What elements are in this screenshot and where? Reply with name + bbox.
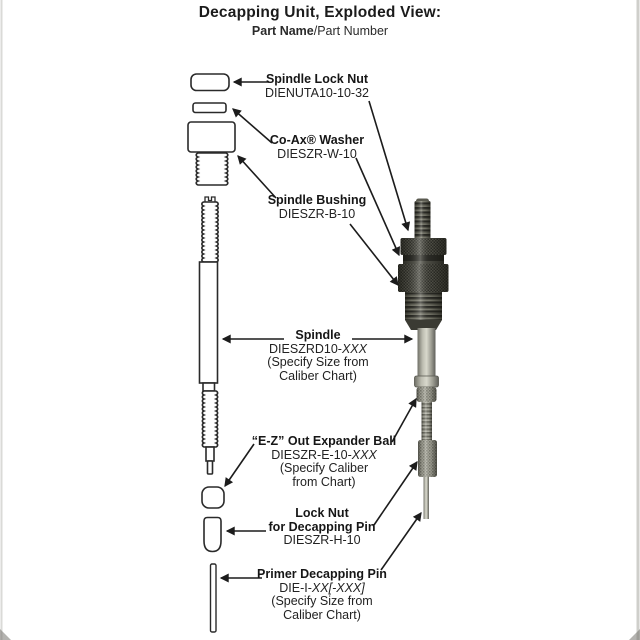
part-name: Primer Decapping Pin [257,567,387,581]
spindle-upper-threads-drawing [202,202,218,262]
part-name: Spindle [295,328,341,342]
photo-expander-ball-shade [417,387,437,402]
photo-stud-shade [415,201,431,239]
spindle-lock-nut-drawing [191,74,229,91]
line-drawings [188,74,235,632]
corner-mark-right [629,629,640,640]
photo-lock-nut-shade [401,238,447,255]
arrow-ball-left [225,444,254,486]
part-number: DIESZR-E-10-XXX [271,447,377,462]
subtitle-rest: /Part Number [313,24,389,38]
decapping-pin-drawing [211,564,217,632]
photo-collar [415,376,439,387]
part-note: Caliber Chart) [283,607,361,622]
part-note: (Specify Size from [271,594,373,609]
spindle-bushing-head-drawing [188,122,235,152]
label-spindle-lock-nut [265,73,369,100]
spindle-lower-threads-drawing [202,391,217,447]
part-number: DIESZRD10-XXX [269,341,367,356]
part-name: Spindle Lock Nut [265,72,369,86]
part-number: DIENUTA10-10-32 [265,85,369,100]
arrow-pin-photo [381,513,421,570]
spindle-step-drawing [203,383,215,391]
part-name: Co-Ax® Washer [269,133,365,147]
page-title: Decapping Unit, Exploded View: [198,4,442,21]
label-spindle [267,329,368,383]
subtitle-bold: Part Name [251,24,314,38]
arrow-lock-nut-photo [369,101,408,230]
part-note: (Specify Caliber [279,461,369,476]
label-spindle-bushing [268,194,367,221]
part-name: “E-Z” Out Expander Ball [251,434,397,448]
photo-spindle-shaft [418,328,436,378]
spindle-tip-drawing [206,447,214,461]
label-primer-decapping-pin [257,568,387,622]
part-name: Spindle Bushing [267,193,367,207]
assembled-unit-photo [398,199,449,520]
spindle-tip-pin-drawing [208,461,213,474]
photo-decapping-pin [424,477,430,519]
photo-bushing-threads-shade [405,292,442,320]
corner-mark-left [0,629,11,640]
photo-bushing-body-shade [398,264,449,292]
part-note: Caliber Chart) [279,368,357,383]
part-number: DIESZR-W-10 [277,146,357,161]
pin-lock-nut-drawing [204,518,221,552]
photo-threaded-rod-shade [422,402,433,441]
part-number: DIESZR-H-10 [283,533,361,548]
part-name: Lock Nut [295,506,349,520]
arrow-bushing-left [238,156,276,198]
expander-ball-drawing [202,487,224,508]
coax-washer-drawing [193,103,226,113]
part-number: DIESZR-B-10 [278,206,356,221]
photo-washer-shade [403,255,444,264]
spindle-bushing-threads-drawing [196,153,228,185]
part-note: (Specify Size from [267,355,369,370]
arrow-bushing-photo [350,224,398,285]
label-coax-washer [270,134,364,161]
label-expander-ball [252,435,396,489]
label-lock-nut-decapping-pin [269,507,376,548]
arrow-washer-left [233,109,272,143]
spindle-body-drawing [200,262,218,383]
photo-pin-lock-nut-shade [418,440,437,477]
part-number: DIE-I-XX[-XXX] [279,580,365,595]
part-name: for Decapping Pin [268,519,376,534]
part-note: from Chart) [292,474,356,489]
